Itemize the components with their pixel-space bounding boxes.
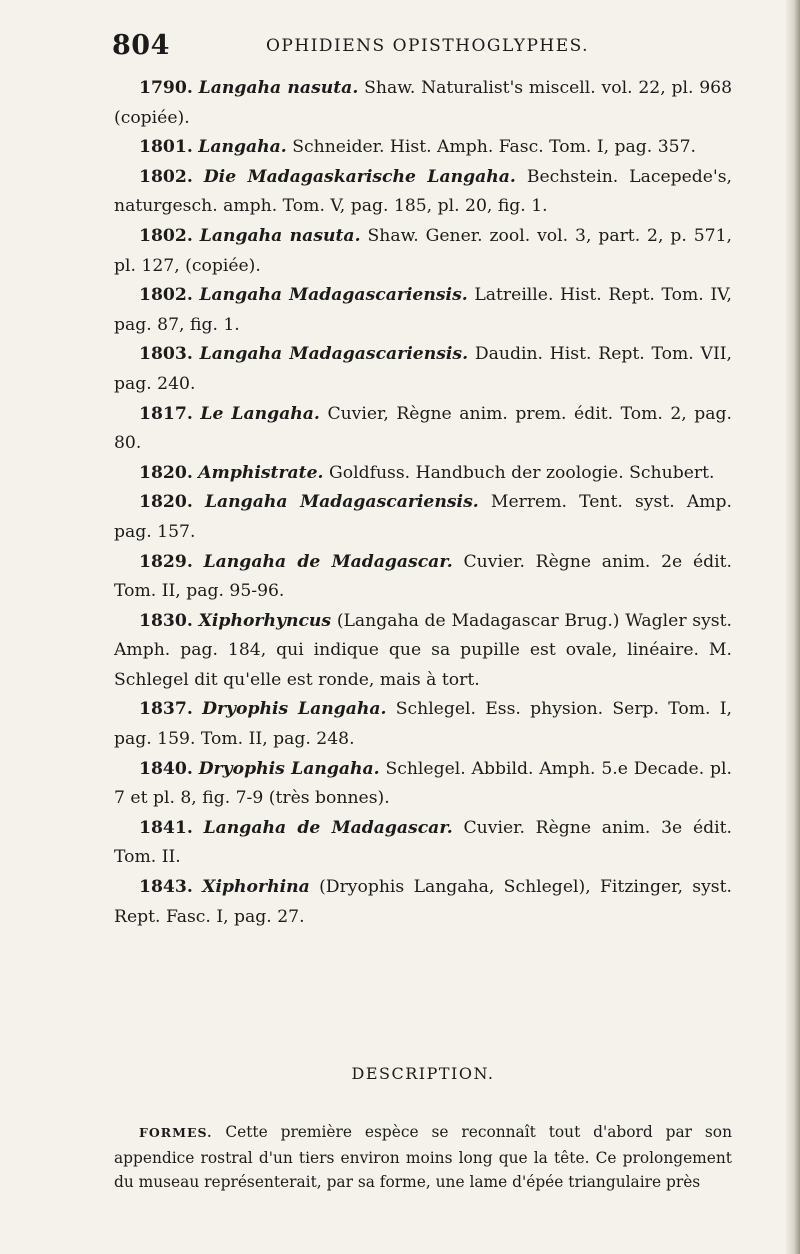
running-title: OPHIDIENS OPISTHOGLYPHES. xyxy=(266,36,590,56)
description-lead: FORMES. xyxy=(139,1125,213,1140)
entry-name: Langaha Madagascariensis. xyxy=(204,492,479,513)
synonymy-entry xyxy=(114,163,732,222)
synonymy-entry xyxy=(114,459,732,489)
entry-name: Le Langaha. xyxy=(200,403,320,424)
entry-reference: (Dryophis Langaha, Schlegel), Fitzinger, syst. Rept. Fasc. I, pag. 27. xyxy=(114,877,732,927)
entry-name: Langaha de Madagascar. xyxy=(203,817,453,838)
entry-year: 1820. xyxy=(139,492,193,513)
entry-year: 1837. xyxy=(139,699,193,720)
entry-name: Langaha nasuta. xyxy=(198,78,359,98)
entry-name: Dryophis Langaha. xyxy=(198,758,380,779)
entry-reference: Daudin. Hist. Rept. Tom. VII, pag. 240. xyxy=(114,344,733,394)
synonymy-entry xyxy=(114,548,732,607)
entry-name: Langaha nasuta. xyxy=(199,225,361,246)
entry-name: Langaha de Madagascar. xyxy=(203,551,453,572)
entry-reference: Cuvier. Règne anim. 2e édit. Tom. II, pag. 95-96. xyxy=(114,551,732,602)
page-number: 804 xyxy=(112,30,170,61)
entry-reference: Cuvier. Règne anim. 3e édit. Tom. II. xyxy=(114,817,732,868)
entry-reference: Cuvier, Règne anim. prem. édit. Tom. 2, pag. 80. xyxy=(114,403,732,454)
entry-reference: Schneider. Hist. Amph. Fasc. Tom. I, pag. 357. xyxy=(292,137,696,158)
entry-year: 1841. xyxy=(139,817,193,838)
entry-name: Langaha Madagascariensis. xyxy=(199,285,468,306)
synonymy-list xyxy=(114,74,732,932)
entry-reference: Latreille. Hist. Rept. Tom. IV, pag. 87, fig. 1. xyxy=(114,285,732,335)
synonymy-entry xyxy=(114,695,732,754)
synonymy-entry xyxy=(114,488,732,547)
synonymy-entry xyxy=(114,281,732,340)
entry-year: 1802. xyxy=(139,225,193,246)
description-text: Cette première espèce se reconnaît tout d'abord par son appendice rostral d'un tiers environ moins long que la tête. Ce prolongement du museau représenterait, par sa forme, une lame d'épée triangulaire près xyxy=(114,1123,732,1192)
synonymy-entry xyxy=(114,74,732,133)
entry-reference: Bechstein. Lacepede's, naturgesch. amph. Tom. V, pag. 185, pl. 20, fig. 1. xyxy=(114,166,732,217)
entry-name: Xiphorhina xyxy=(202,877,310,898)
synonymy-entry xyxy=(114,814,732,873)
entry-reference: Shaw. Gener. zool. vol. 3, part. 2, p. 571, pl. 127, (copiée). xyxy=(114,225,733,276)
synonymy-entry xyxy=(114,133,732,163)
entry-year: 1840. xyxy=(139,758,193,779)
entry-year: 1790. xyxy=(139,78,193,98)
entry-name: Amphistrate. xyxy=(198,462,324,483)
entry-year: 1820. xyxy=(139,462,193,483)
synonymy-entry xyxy=(114,340,732,399)
entry-year: 1830. xyxy=(139,610,193,631)
entry-reference: Schlegel. Abbild. Amph. 5.e Decade. pl. 7 et pl. 8, fig. 7-9 (très bonnes). xyxy=(114,758,732,809)
entry-reference: Merrem. Tent. syst. Amp. pag. 157. xyxy=(114,492,732,542)
entry-reference: Goldfuss. Handbuch der zoologie. Schubert. xyxy=(329,462,715,483)
synonymy-entry xyxy=(114,222,732,281)
entry-year: 1843. xyxy=(139,877,193,898)
entry-year: 1802. xyxy=(139,166,193,187)
page-edge xyxy=(786,0,800,1254)
synonymy-entry xyxy=(114,755,732,814)
synonymy-entry xyxy=(114,873,732,932)
entry-year: 1802. xyxy=(139,285,193,306)
synonymy-entry xyxy=(114,607,732,696)
entry-name: Langaha Madagascariensis. xyxy=(199,344,469,365)
description-paragraph xyxy=(114,1120,732,1195)
entry-reference: (Langaha de Madagascar Brug.) Wagler syst. Amph. pag. 184, qui indique que sa pupille est ovale, linéaire. M. Schlegel dit qu'elle est ronde, mais à tort. xyxy=(114,610,732,690)
entry-name: Langaha. xyxy=(198,137,287,158)
entry-reference: Shaw. Naturalist's miscell. vol. 22, pl. 968 (copiée). xyxy=(114,78,733,128)
synonymy-entry xyxy=(114,400,732,459)
entry-year: 1801. xyxy=(139,137,193,158)
entry-name: Dryophis Langaha. xyxy=(202,699,387,720)
section-title: DESCRIPTION. xyxy=(351,1064,495,1083)
entry-year: 1829. xyxy=(139,551,193,572)
entry-reference: Schlegel. Ess. physion. Serp. Tom. I, pag. 159. Tom. II, pag. 248. xyxy=(114,699,732,750)
entry-name: Xiphorhyncus xyxy=(198,610,332,631)
entry-year: 1803. xyxy=(139,344,193,365)
page-header xyxy=(112,30,732,70)
entry-year: 1817. xyxy=(139,403,193,424)
entry-name: Die Madagaskarische Langaha. xyxy=(203,166,516,187)
